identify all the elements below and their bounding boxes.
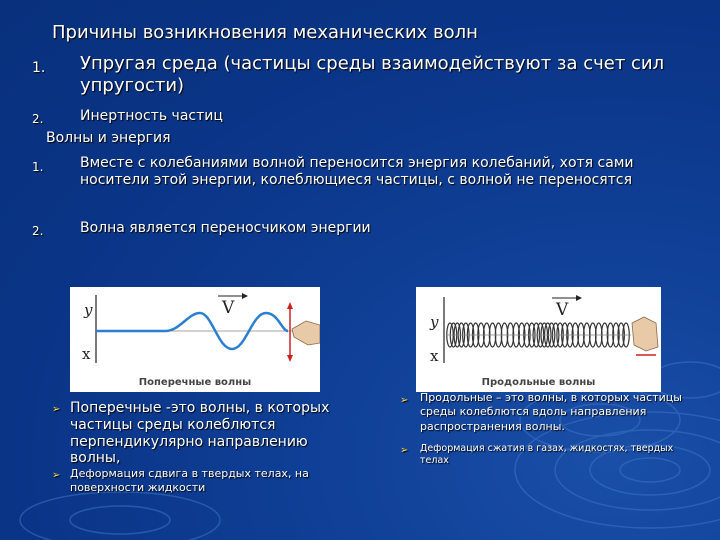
energy-2-text: Волна является переносчиком энергии [80,220,371,236]
cause-2-text: Инертность частиц [80,108,223,124]
longitudinal-y-label: y [430,313,439,331]
longitudinal-x-label: x [430,347,439,365]
section-subtitle: Волны и энергия [46,130,171,146]
cause-1-text: Упругая среда (частицы среды взаимодействуют за счет сил упругости) [80,53,665,96]
longitudinal-wave-figure [416,287,661,392]
transverse-definition: Поперечные -это волны, в которых частицы среды колеблются перпендикулярно направлению волны, [70,400,330,467]
longitudinal-wave-diagram [416,287,661,377]
transverse-wave-diagram [70,287,320,377]
energy-1-number: 1. [32,160,44,174]
cause-1-number: 1. [32,60,46,76]
longitudinal-definition: Продольные – это волны, в которых частицы среды колеблются вдоль направления распространения волны. [420,391,682,433]
longitudinal-v-label: V [556,300,569,320]
transverse-examples: Деформация сдвига в твердых телах, на поверхности жидкости [70,467,309,494]
transverse-v-label: V [222,298,235,318]
energy-1-text: Вместе с колебаниями волной переносится энергия колебаний, хотя сами носители этой энергии, колеблющиеся частицы, с волной не переносятся [80,155,634,189]
longitudinal-caption: Продольные волны [481,377,596,388]
transverse-x-label: x [82,345,91,363]
energy-2-number: 2. [32,224,44,238]
transverse-wave-figure [70,287,320,392]
transverse-y-label: y [84,301,93,319]
bullet-marker: ➢ [52,470,61,481]
bullet-marker: ➢ [400,445,409,456]
cause-2-number: 2. [32,112,44,126]
bullet-marker: ➢ [400,395,409,406]
bullet-marker: ➢ [52,404,61,415]
slide-title: Причины возникновения механических волн [52,22,478,43]
longitudinal-examples: Деформация сжатия в газах, жидкостях, твердых телах [420,443,674,467]
transverse-caption: Поперечные волны [138,377,252,388]
